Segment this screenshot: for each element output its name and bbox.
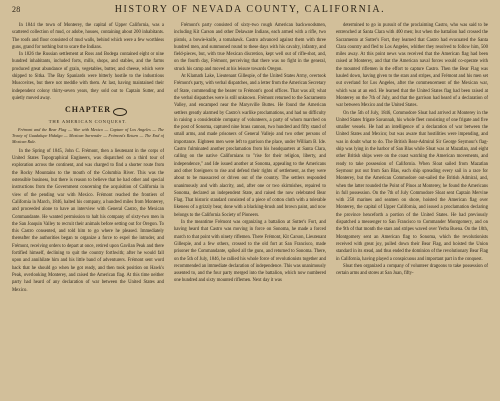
paragraph: On the 5th of July, 1846, Commodore Sloat had arrived at Monterey in the United States frigate Savannah, his whole fleet consisting of one frigate and five smaller vessels. He had an intelligence of a declaration of war between the United States and Mexico; but was aware that hostilities were impending, and was in doubt what to do. The British Rear-Admiral Sir George Seymour's flag-ship was lying in the harbor of San Blas while Sloat was at Mazatlan, and eight other British ships were on the coast watching the American movements, and ready to take possession of California. When Sloat sailed from Mazatlan Seymour put out from San Blas, each ship spreading every sail in a race for Monterey, but the American Commodore out-sailed the British Admiral, and, when the latter rounded the Point of Pinos at Monterey, he found the Americans in full possession. On the 7th of July Commodore Sloat sent Captain Mervine with 250 marines and seamen on shore, hoisted the American flag over Monterey, the capital of Upper California, and issued a proclamation declaring the province henceforth a portion of the United States. He had previously dispatched a messenger to San Francisco to Commander Montgomery, and on the 9th of that month the stars and stripes waved over Yerba Buena. On the 10th, Montgomery sent an American flag to Sonoma, which the revolutionists received with great joy, pulled down their Bear Flag, and hoisted the Union standard in its stead, and thus ended the dominion of the revolutionary Bear Flag in California, having played a conspicuous and important part in the conquest. bbox=[336, 110, 488, 262]
paragraph: In 1826 the Russian settlement at Ross and Bodega contained eight or nine hundred inhabitants, included forts, mills, shops, and stables, and the farms produced great abundance of grain, vegetables, butter, and cheese, which were shipped to Sitka. The Bay Spaniards were bitterly hostile to the industrious Muscovites, but there not meddle with them. At last, having maintained their independent colony thirty-seven years, they sold out to Captain Sutter, and quietly moved away. bbox=[12, 52, 164, 101]
chapter-summary: Frémont and the Bear Flag — War with Mexico — Capture of Los Angeles — The Treaty of Guadalupe Hidalgo — Mexican Surrender — Frémont's Return — The End of Mexican Rule. bbox=[12, 126, 164, 144]
running-head bbox=[0, 0, 500, 16]
paragraph: At Klamath Lake, Lieutenant Gillespie, of the United States Army, overtook Frémont's party, with verbal dispatches, and a letter from the American Secretary of State, commending the bearer to Frémont's good offices. That was all; what the verbal dispatches were is still unknown. Frémont returned to the Sacramento Valley, and encamped near the Marysville Buttes. He found the American settlers greatly alarmed by Castro's warlike proclamations, and had no difficulty in raising a considerable company of volunteers, a party of whom marched on the post of Sonoma, captured nine brass cannon, two hundred and fifty stand of small arms, and made prisoners of General Vallejo and two other persons of importance. Eighteen men were left to garrison the place, under William B. Ide. Castro fulminated another proclamation from his headquarters at Santa Clara, calling on the native Californians to "rise for their religion, liberty, and independence," and Ide issued another at Sonoma, appealing to the Americans and other foreigners to rise and defend their rights of settlement, as they were about to be massacred or driven out of the country. The settlers responded unanimously and with alacrity, and, after one or two skirmishes, repaired to Sonoma, declared an independent State, and raised the now celebrated Bear Flag. That historic standard consisted of a piece of cotton cloth with a tolerable likeness of a grizzly bear, done with a blacking-brush and brown paint, and now belongs to the California Society of Pioneers. bbox=[174, 74, 326, 218]
chapter-subtitle: THE AMERICAN CONQUEST. bbox=[48, 118, 128, 124]
text-column-right bbox=[336, 22, 488, 397]
paragraph: In the meantime Frémont was organizing a battalion at Sutter's Fort, and having heard that Castro was moving in force on Sonoma, he made a forced march to that point with ninety riflemen. There Frémont, Kit Carson, Lieutenant Gillespie, and a few others, crossed to the old fort at San Francisco, made prisoner the Commandante, spiked all the guns, and returned to Sonoma. There, on the 5th of July, 1846, he rallied his whole force of revolutionists together and recommended an immediate declaration of independence. This was unanimously assented to, and the four party merged into the battalion, which now numbered one hundred and sixty mounted riflemen. Next day it was bbox=[174, 220, 326, 284]
paragraph: In the Spring of 1845, John C. Frémont, then a lieutenant in the corps of United States Topographical Engineers, was dispatched on a third tour of exploration across the continent, and was charged to find a shorter route from the Rocky Mountains to the mouth of the Columbia River. This was the ostensible business, but there is reason to believe that he had other and special instructions from the Government concerning the acquisition of California in view of the pending war with Mexico. Frémont reached the frontiers of California in March, 1846, halted his company, a hundred miles from Monterey, and proceeded alone to have an interview with General Castro, the Mexican Commandante. He wanted permission to halt his company of sixty-two men in the San Joaquin Valley to recruit their animals before setting out for Oregon. To this Castro consented, and told him to go where he pleased. Immediately thereafter the authorities began to organize a force to expel the intruder, and Frémont, receiving orders to depart at once, retired upon Gavilan Peak and there fortified himself, declining to quit the country forthwith; after he would fall upon and annihilate him and his little band of adventurers. Frémont sent word back that he should go when he got ready, and then took position on Hawk's Peak, overlooking Monterey, and raised the American flag. At this time neither party had heard of any declaration of war between the United States and Mexico. bbox=[12, 148, 164, 293]
page-title: HISTORY OF NEVADA COUNTY, CALIFORNIA. bbox=[114, 4, 386, 15]
chapter-label: CHAPTER bbox=[64, 105, 112, 115]
chapter-heading bbox=[12, 106, 164, 125]
paragraph: Sloat then organized a company of volunteer dragoons to take possession of certain arms and stores at San Juan, fifty- bbox=[336, 263, 488, 277]
paragraph: Frémont's party consisted of sixty-two rough American backwoodsmen, including Kit Carson and other Delaware Indians, each armed with a rifle, two pistols, a bowie-knife, a tomahawk. Castro advanced against them with three hundred men, and summoned round to these days with his cavalry, infantry, and field-pieces, but, with true Mexican discretion, kept well out of rifle-shot, and, on the fourth day, Frémont, perceiving that there was no fight in the general, struck his camp and moved at his leisure towards Oregon. bbox=[174, 23, 326, 72]
page-number: 28 bbox=[12, 5, 21, 14]
text-column-middle bbox=[174, 22, 326, 397]
paragraph: In 1844 the town of Monterey, the capital of Upper California, was a scattered collection of mud, or adobe, houses, containing about 200 inhabitants. The roofs and floor consisted of mud walls, behind which were a few worthless guns, grand for nothing but to scare the Indians. bbox=[12, 23, 164, 50]
paragraph: determined to go in pursuit of the proclaiming Castro, who was said to be entrenched at Santa Clara with 400 men; but when the battalion had crossed the Sacramento at Sutter's Fort, they learned that Castro had evacuated the Santa Clara country and fled to Los Angeles, whither they resolved to follow him, 500 miles away. At this point news was received that the American flag had been raised at Monterey, and that the American naval forces would co-operate with the mounted riflemen in the effort to capture Castro. Then the Bear Flag was hauled down, having given to the stars and stripes, and Frémont and his men set out overland for Los Angeles, after the commencement of the Mexican war, which was at an end. He learned that the United States flag had been raised at Monterey on the 7th of July, and that the garrison had heard of a declaration of war between Mexico and the United States. bbox=[336, 23, 488, 109]
text-column-left bbox=[12, 22, 164, 397]
